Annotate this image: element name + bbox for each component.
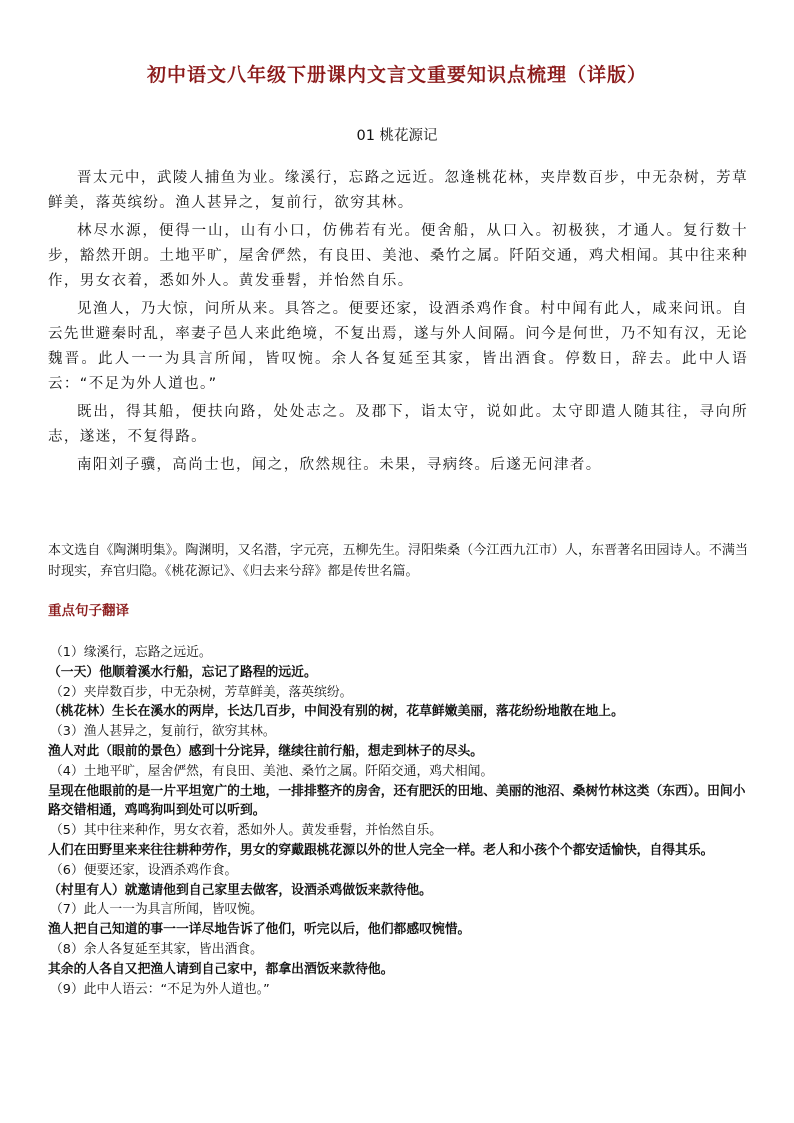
section-title: 01 桃花源记 (356, 128, 438, 144)
original-sentence: （7）此人一一为具言所闻，皆叹惋。 (50, 902, 263, 918)
translation: （桃花林）生长在溪水的两岸，长达几百步，中间没有别的树，花草鲜嫩美丽，落花纷纷地散在地上。 (48, 704, 624, 720)
translation: 呈现在他眼前的是一片平坦宽广的土地，一排排整齐的房舍，还有肥沃的田地、美丽的池沼、桑树竹林这类（东西）。田间小路交错相通，鸡鸣狗叫到处可以听到。 (48, 783, 746, 819)
translation: 渔人对此（眼前的景色）感到十分诧异，继续往前行船，想走到林子的尽头。 (48, 743, 484, 759)
passage-paragraph: 见渔人，乃大惊，问所从来。具答之。便要还家，设酒杀鸡作食。村中闻有此人，咸来问讯。自云先世避秦时乱，率妻子邑人来此绝境，不复出焉，遂与外人间隔。问今是何世，乃不知有汉，无论魏晋。此人一一为具言所闻，皆叹惋。余人各复延至其家，皆出酒食。停数日，辞去。此中人语云：“不足为外人道也。” (48, 301, 748, 392)
translation: （一天）他顺着溪水行船，忘记了路程的远近。 (48, 664, 317, 680)
translation: 其余的人各自又把渔人请到自己家中，都拿出酒饭来款待他。 (48, 961, 394, 977)
translation: （村里有人）就邀请他到自己家里去做客，设酒杀鸡做饭来款待他。 (48, 882, 432, 898)
original-sentence: （4）土地平旷，屋舍俨然，有良田、美池、桑竹之属。阡陌交通，鸡犬相闻。 (50, 763, 494, 779)
original-sentence: （8）余人各复延至其家，皆出酒食。 (50, 941, 263, 957)
original-sentence: （3）渔人甚异之，复前行，欲穷其林。 (50, 724, 276, 740)
translation: 渔人把自己知道的事一一详尽地告诉了他们，听完以后，他们都感叹惋惜。 (48, 922, 471, 938)
translation-list (48, 643, 748, 999)
original-sentence: （5）其中往来种作，男女衣着，悉如外人。黄发垂髫，并怡然自乐。 (50, 823, 443, 839)
original-sentence: （1）缘溪行，忘路之远近。 (50, 645, 212, 660)
original-sentence: （6）便要还家，设酒杀鸡作食。 (50, 862, 238, 878)
original-sentence: （9）此中人语云：“不足为外人道也。” (50, 981, 270, 997)
key-sentences-heading: 重点句子翻译 (48, 603, 129, 619)
passage-paragraph: 林尽水源，便得一山，山有小口，仿佛若有光。便舍船，从口入。初极狭，才通人。复行数十步，豁然开朗。土地平旷，屋舍俨然，有良田、美池、桑竹之属。阡陌交通，鸡犬相闻。其中往来种作，男女衣着，悉如外人。黄发垂髫，并怡然自乐。 (48, 223, 748, 289)
original-sentence: （2）夹岸数百步，中无杂树，芳草鲜美，落英缤纷。 (50, 684, 353, 700)
passage-paragraph: 南阳刘子骥，高尚士也，闻之，欣然规往。未果，寻病终。后遂无问津者。 (77, 457, 602, 473)
translation: 人们在田野里来来往往耕种劳作，男女的穿戴跟桃花源以外的世人完全一样。老人和小孩个个都安适愉快，自得其乐。 (48, 842, 714, 858)
passage-paragraph: 晋太元中，武陵人捕鱼为业。缘溪行，忘路之远近。忽逢桃花林，夹岸数百步，中无杂树，芳草鲜美，落英缤纷。渔人甚异之，复前行，欲穷其林。 (48, 170, 748, 211)
document-title: 初中语文八年级下册课内文言文重要知识点梳理（详版） (146, 64, 647, 86)
passage-paragraph: 既出，得其船，便扶向路，处处志之。及郡下，诣太守，说如此。太守即遣人随其往，寻向所志，遂迷，不复得路。 (48, 404, 748, 445)
classical-passage (48, 166, 748, 478)
source-note: 本文选自《陶渊明集》。陶渊明，又名潜，字元亮，五柳先生。浔阳柴桑（今江西九江市）人，东晋著名田园诗人。不满当时现实，弃官归隐。《桃花源记》、《归去来兮辞》都是传世名篇。 (48, 543, 748, 579)
